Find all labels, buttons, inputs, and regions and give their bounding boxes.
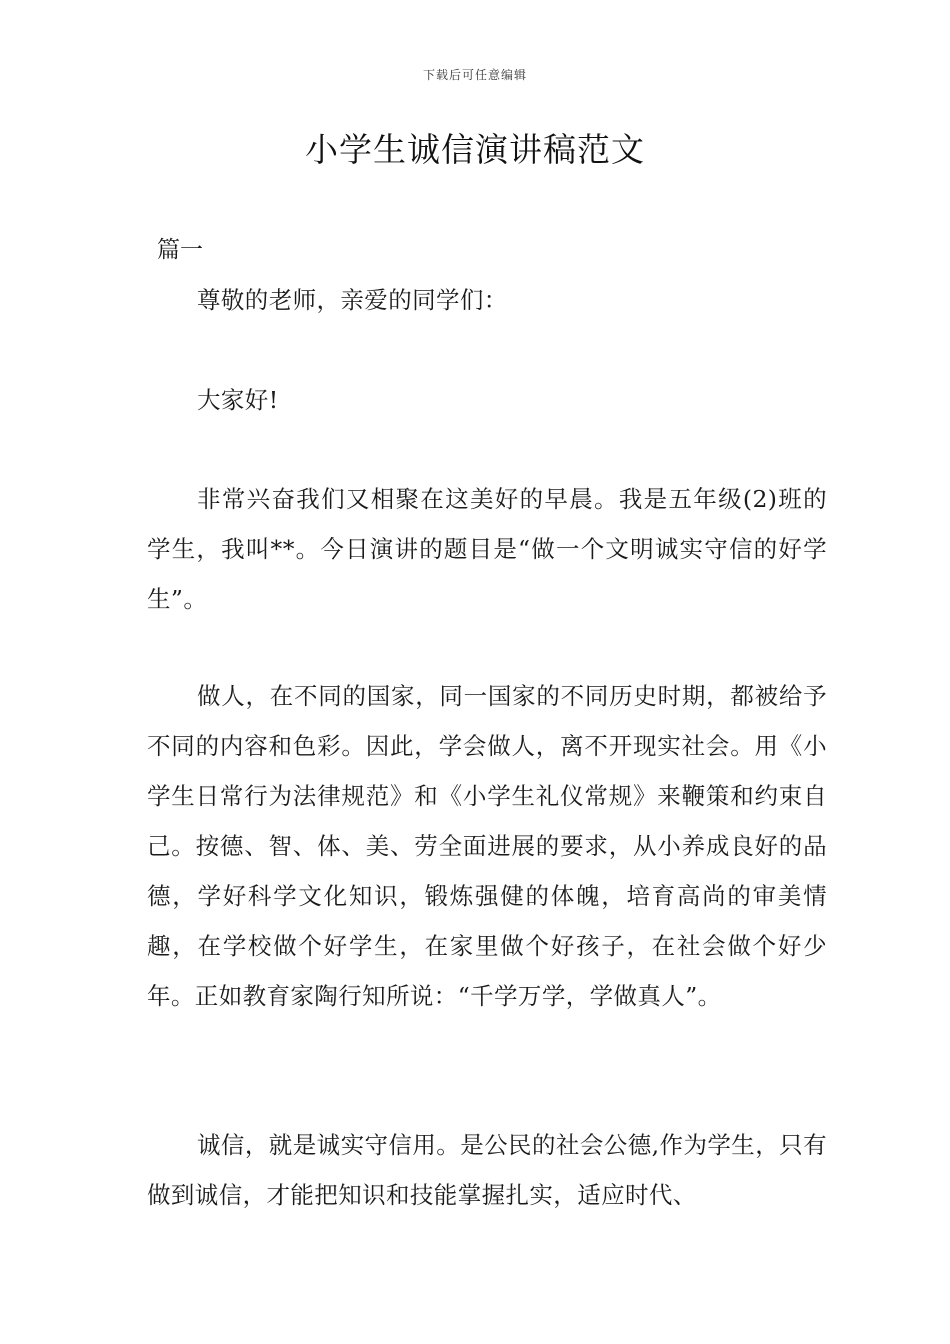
paragraph-intro: 非常兴奋我们又相聚在这美好的早晨。我是五年级(2)班的学生，我叫**。今日演讲的题目是“做一个文明诚实守信的好学生”。 [147, 485, 827, 613]
paragraph-honesty: 诚信，就是诚实守信用。是公民的社会公德,作为学生，只有做到诚信，才能把知识和技能掌握扎实，适应时代、 [147, 1131, 827, 1209]
paragraph-being-a-person: 做人，在不同的国家，同一国家的不同历史时期，都被给予不同的内容和色彩。因此，学会做人，离不开现实社会。用《小学生日常行为法律规范》和《小学生礼仪常规》来鞭策和约束自己。按德、智、体、美、劳全面进展的要求，从小养成良好的品德，学好科学文化知识，锻炼强健的体魄，培育高尚的审美情趣，在学校做个好学生，在家里做个好孩子，在社会做个好少年。正如教育家陶行知所说：“千学万学，学做真人”。 [147, 682, 827, 1010]
paragraph-greeting: 尊敬的老师，亲爱的同学们： [197, 286, 508, 314]
page-header-note: 下载后可任意编辑 [422, 68, 527, 82]
document-title: 小学生诚信演讲稿范文 [305, 130, 645, 169]
section-label: 篇一 [157, 237, 203, 263]
paragraph-hello: 大家好! [197, 386, 279, 414]
